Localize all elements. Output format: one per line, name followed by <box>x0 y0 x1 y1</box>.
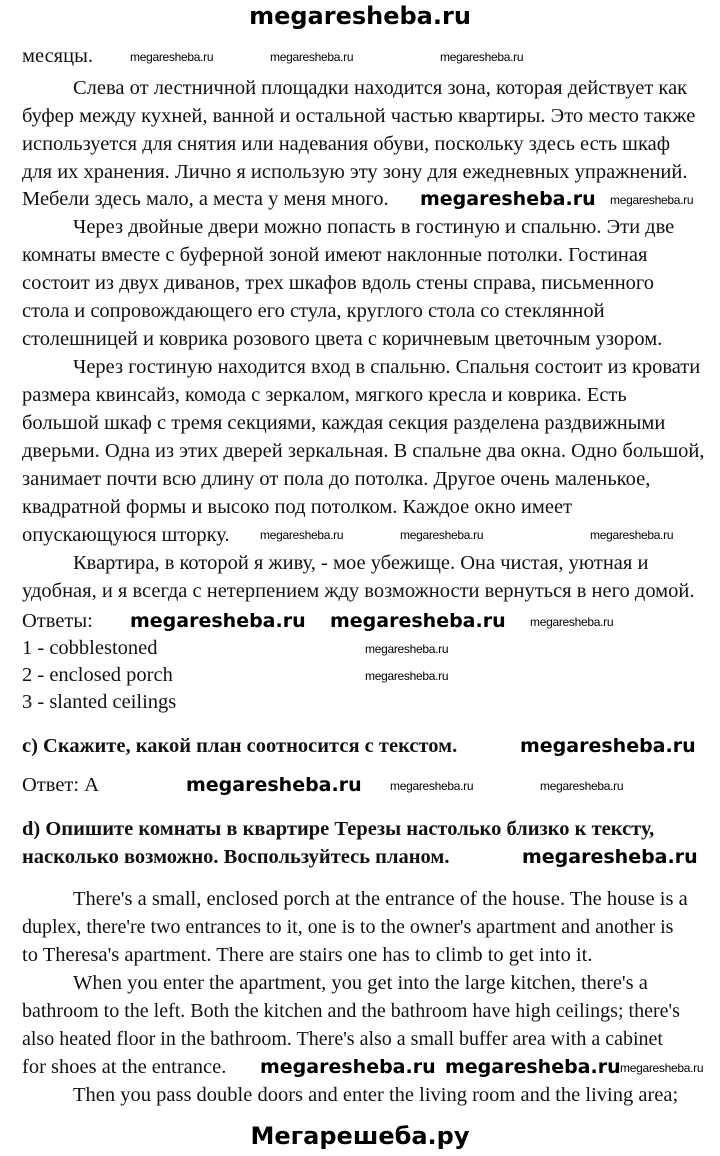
watermark: megaresheba.ru <box>130 610 306 632</box>
watermark: megaresheba.ru <box>445 1056 621 1078</box>
watermark: megaresheba.ru <box>540 779 624 793</box>
text-line: Мебели здесь мало, а места у меня много. <box>22 188 389 210</box>
text-line: Через гостиную находится вход в спальню. Спальня состоит из кровати <box>73 356 701 378</box>
text-line: стола и сопровождающего его стула, круглого стола со стеклянной <box>22 300 605 322</box>
watermark: megaresheba.ru <box>530 615 614 629</box>
watermark: megaresheba.ru <box>186 774 362 796</box>
watermark: megaresheba.ru <box>260 528 344 542</box>
text-line: удобная, и я всегда с нетерпением жду возможности вернуться в него домой. <box>22 580 695 602</box>
question-d: d) Опишите комнаты в квартире Терезы настолько близко к тексту, <box>22 818 655 840</box>
answer-item: 3 - slanted ceilings <box>22 691 177 713</box>
text-line: Квартира, в которой я живу, - мое убежище. Она чистая, уютная и <box>73 552 649 574</box>
watermark: megaresheba.ru <box>270 50 354 64</box>
text-line: состоит из двух диванов, трех шкафов вдоль стены справа, письменного <box>22 272 655 294</box>
watermark: megaresheba.ru <box>130 50 214 64</box>
text-line: опускающуюся шторку. <box>22 524 230 546</box>
text-line: столешницей и коврика розового цвета с коричневым цветочным узором. <box>22 328 663 350</box>
watermark: megaresheba.ru <box>330 610 506 632</box>
text-line: комнаты вместе с буферной зоной имеют наклонные потолки. Гостиная <box>22 244 648 266</box>
watermark: megaresheba.ru <box>400 528 484 542</box>
text-line: also heated floor in the bathroom. There's also a small buffer area with a cabinet <box>22 1028 663 1050</box>
watermark: megaresheba.ru <box>620 1061 704 1075</box>
text-line: квадратной формы и высоко под потолком. Каждое окно имеет <box>22 496 573 518</box>
question-c: c) Скажите, какой план соотносится с текстом. <box>22 735 458 757</box>
watermark: megaresheba.ru <box>440 50 524 64</box>
answer-item: 2 - enclosed porch <box>22 664 173 686</box>
text-line: There's a small, enclosed porch at the entrance of the house. The house is a <box>73 888 688 910</box>
text-line: duplex, there're two entrances to it, one is to the owner's apartment and another is <box>22 916 674 938</box>
text-line: Then you pass double doors and enter the living room and the living area; <box>73 1084 679 1106</box>
watermark: megaresheba.ru <box>390 779 474 793</box>
watermark: megaresheba.ru <box>590 528 674 542</box>
text-line: месяцы. <box>22 45 93 67</box>
watermark: megaresheba.ru <box>260 1056 436 1078</box>
answer-c: Ответ: А <box>22 774 100 796</box>
watermark: megaresheba.ru <box>520 735 696 757</box>
text-line: для их хранения. Лично я использую эту зону для ежедневных упражнений. <box>22 161 688 183</box>
question-d-cont: насколько возможно. Воспользуйтесь планом. <box>22 846 450 868</box>
watermark: megaresheba.ru <box>420 188 596 210</box>
answer-item: 1 - cobblestoned <box>22 637 158 659</box>
watermark: megaresheba.ru <box>365 642 449 656</box>
text-line: bathroom to the left. Both the kitchen and the bathroom have high ceilings; there's <box>22 1000 680 1022</box>
text-line: дверьми. Одна из этих дверей зеркальная. В спальне два окна. Одно большой, <box>22 440 705 462</box>
site-header: megaresheba.ru <box>249 2 471 30</box>
text-line: for shoes at the entrance. <box>22 1056 227 1078</box>
text-line: When you enter the apartment, you get into the large kitchen, there's a <box>73 972 648 994</box>
text-line: размера квинсайз, комода с зеркалом, мягкого кресла и коврика. Есть <box>22 384 627 406</box>
site-footer: Мегарешеба.ру <box>250 1122 470 1150</box>
text-line: занимает почти всю длину от пола до потолка. Другое очень маленькое, <box>22 468 651 490</box>
text-line: to Theresa's apartment. There are stairs one has to climb to get into it. <box>22 944 593 966</box>
text-line: большой шкаф с тремя секциями, каждая секция разделена раздвижными <box>22 412 666 434</box>
answers-label: Ответы: <box>22 610 93 632</box>
text-line: Через двойные двери можно попасть в гостиную и спальню. Эти две <box>73 216 675 238</box>
text-line: используется для снятия или надевания обуви, поскольку здесь есть шкаф <box>22 133 671 155</box>
text-line: буфер между кухней, ванной и остальной частью квартиры. Это место также <box>22 105 696 127</box>
watermark: megaresheba.ru <box>365 669 449 683</box>
watermark: megaresheba.ru <box>522 846 698 868</box>
text-line: Слева от лестничной площадки находится зона, которая действует как <box>73 77 688 99</box>
watermark: megaresheba.ru <box>610 193 694 207</box>
